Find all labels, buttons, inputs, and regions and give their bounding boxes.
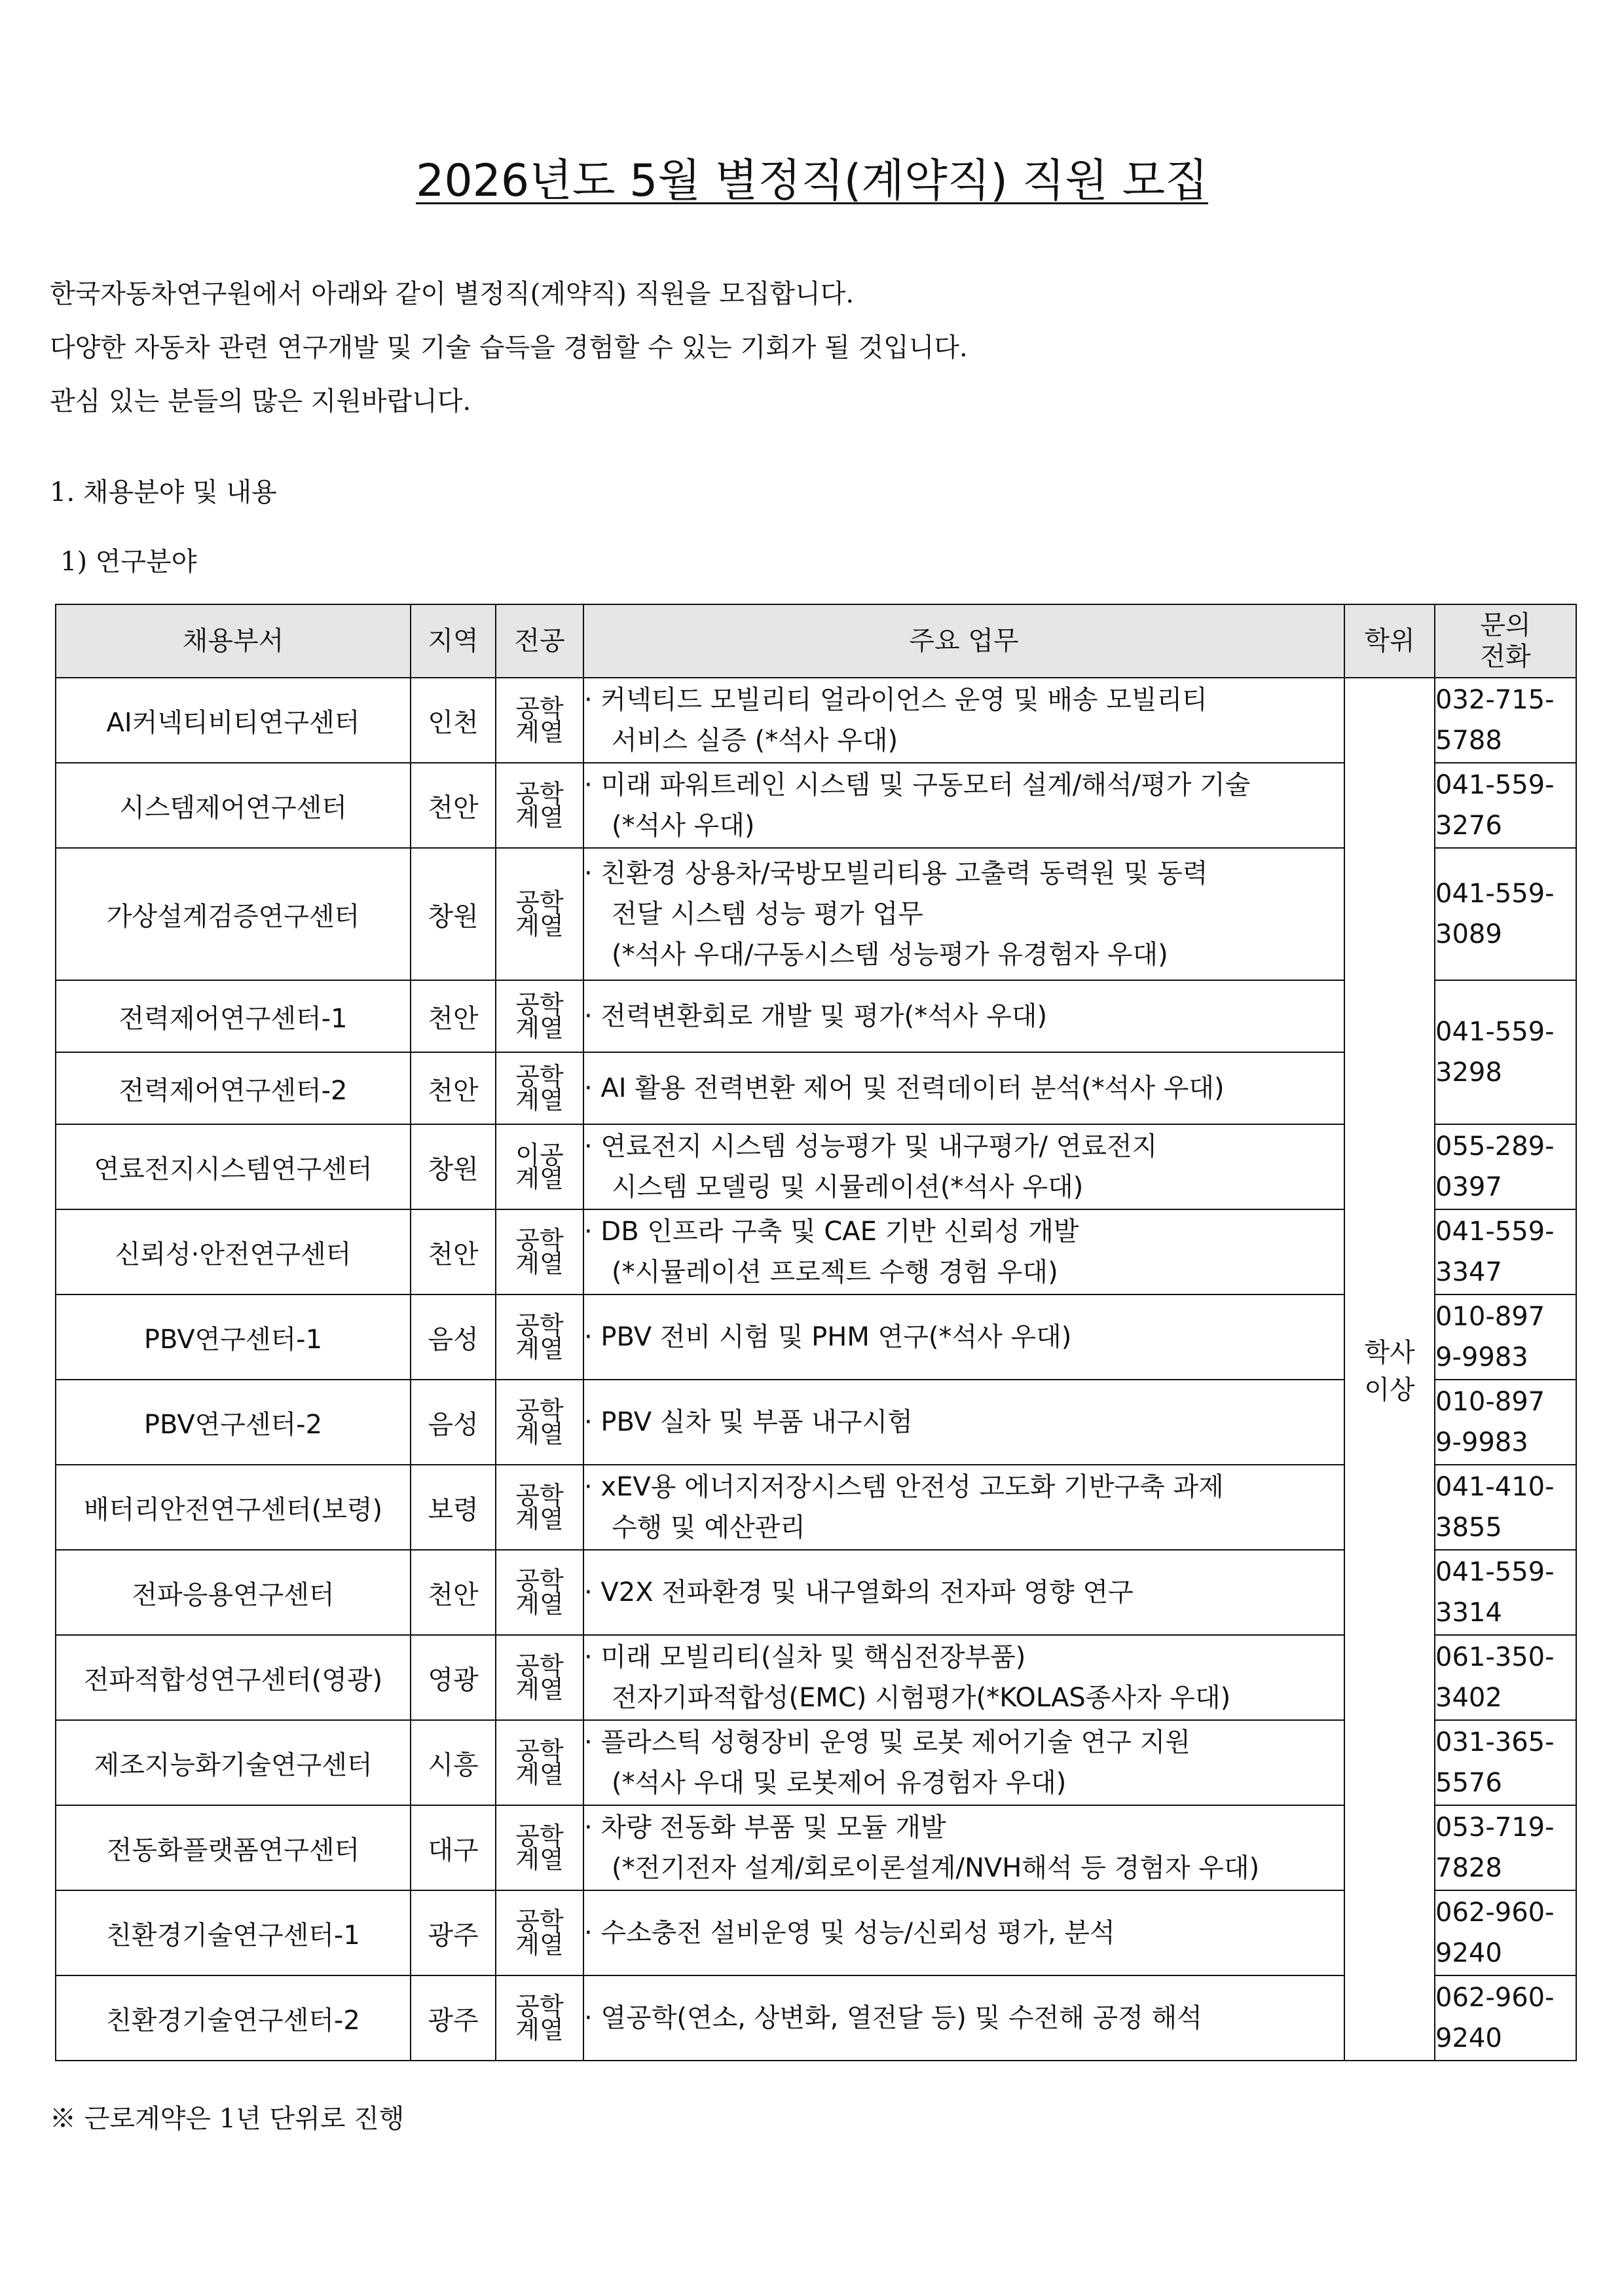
major-line: 계열 [515, 1249, 564, 1278]
cell-major [496, 1380, 583, 1465]
cell-phone [1435, 1720, 1576, 1805]
cell-region: 인천 [411, 678, 496, 763]
cell-duty [583, 1465, 1344, 1550]
phone-line: 9-9983 [1435, 1342, 1528, 1372]
phone-line: 031-365- [1435, 1727, 1555, 1757]
cell-dept: 배터리안전연구센터(보령) [56, 1465, 411, 1550]
cell-region: 대구 [411, 1805, 496, 1890]
cell-major [496, 1635, 583, 1720]
cell-duty [583, 1805, 1344, 1890]
cell-region: 천안 [411, 1550, 496, 1635]
cell-dept: 제조지능화기술연구센터 [56, 1720, 411, 1805]
footnote: ※ 근로계약은 1년 단위로 진행 [50, 2104, 405, 2134]
table-header-row [56, 604, 1576, 678]
cell-region: 영광 [411, 1635, 496, 1720]
cell-duty [583, 1380, 1344, 1465]
major-line: 계열 [515, 1505, 564, 1533]
major-line: 공학 [515, 694, 564, 723]
cell-duty [583, 1052, 1344, 1124]
phone-line: 041-559- [1435, 1557, 1555, 1587]
major-line: 공학 [515, 1396, 564, 1425]
duty-line: · DB 인프라 구축 및 CAE 기반 신뢰성 개발 [584, 1217, 1079, 1247]
duty-line: · PBV 전비 시험 및 PHM 연구(*석사 우대) [584, 1322, 1072, 1352]
phone-line: 5788 [1435, 725, 1502, 756]
major-line: 계열 [515, 1164, 564, 1193]
duty-line: · 차량 전동화 부품 및 모듈 개발 [584, 1812, 946, 1843]
intro-paragraph [50, 267, 968, 428]
cell-duty [583, 1635, 1344, 1720]
phone-line: 041-559- [1435, 770, 1555, 800]
header-phone-line: 문의 [1480, 610, 1531, 640]
cell-major [496, 980, 583, 1052]
cell-region: 음성 [411, 1380, 496, 1465]
duty-line: · 수소충전 설비운영 및 성능/신뢰성 평가, 분석 [584, 1918, 1115, 1948]
cell-phone [1435, 848, 1576, 980]
cell-region: 광주 [411, 1890, 496, 1975]
major-line: 공학 [515, 1907, 564, 1936]
duty-line: (*석사 우대/구동시스템 성능평가 유경험자 우대) [612, 940, 1168, 970]
duty-line: (*전기전자 설계/회로이론설계/NVH해석 등 경험자 우대) [612, 1853, 1260, 1883]
cell-duty [583, 1209, 1344, 1294]
header-phone [1435, 604, 1576, 678]
degree-line: 이상 [1364, 1375, 1415, 1405]
cell-phone [1435, 763, 1576, 848]
cell-region: 천안 [411, 1209, 496, 1294]
header-phone-line: 전화 [1480, 642, 1531, 672]
cell-region: 광주 [411, 1975, 496, 2061]
subsection-heading: 1) 연구분야 [60, 547, 197, 577]
duty-line: (*석사 우대 및 로봇제어 유경험자 우대) [612, 1768, 1067, 1798]
phone-line: 3402 [1435, 1683, 1502, 1713]
duty-line: (*시뮬레이션 프로젝트 수행 경험 우대) [612, 1257, 1058, 1287]
header-duty: 주요 업무 [583, 604, 1344, 678]
cell-dept: 전파응용연구센터 [56, 1550, 411, 1635]
major-line: 공학 [515, 1822, 564, 1850]
phone-line: 3276 [1435, 811, 1502, 841]
duty-line: (*석사 우대) [612, 811, 755, 841]
phone-line: 010-897 [1435, 1387, 1545, 1417]
phone-line: 055-289- [1435, 1131, 1555, 1162]
cell-dept: 전력제어연구센터-1 [56, 980, 411, 1052]
major-line: 공학 [515, 1311, 564, 1340]
cell-major [496, 1465, 583, 1550]
cell-dept: PBV연구센터-2 [56, 1380, 411, 1465]
cell-major [496, 1124, 583, 1209]
duty-line: 전달 시스템 성능 평가 업무 [612, 899, 923, 929]
major-line: 계열 [515, 1014, 564, 1042]
major-line: 공학 [515, 1651, 564, 1680]
cell-major [496, 1209, 583, 1294]
cell-phone [1435, 1465, 1576, 1550]
cell-dept: 전파적합성연구센터(영광) [56, 1635, 411, 1720]
cell-major [496, 1805, 583, 1890]
duty-line: · 친환경 상용차/국방모빌리티용 고출력 동력원 및 동력 [584, 858, 1208, 889]
phone-line: 061-350- [1435, 1642, 1555, 1672]
major-line: 계열 [515, 911, 564, 940]
cell-region: 음성 [411, 1294, 496, 1380]
cell-major [496, 1052, 583, 1124]
cell-duty [583, 1890, 1344, 1975]
major-line: 계열 [515, 1590, 564, 1619]
duty-line: · 커넥티드 모빌리티 얼라이언스 운영 및 배송 모빌리티 [584, 685, 1208, 715]
phone-line: 0397 [1435, 1172, 1502, 1202]
duty-line: · xEV용 에너지저장시스템 안전성 고도화 기반구축 과제 [584, 1472, 1224, 1502]
cell-major [496, 848, 583, 980]
major-line: 계열 [515, 1675, 564, 1704]
cell-phone [1435, 1805, 1576, 1890]
cell-dept: 친환경기술연구센터-2 [56, 1975, 411, 2061]
major-line: 계열 [515, 1760, 564, 1789]
cell-major [496, 678, 583, 763]
cell-major [496, 1720, 583, 1805]
header-major: 전공 [496, 604, 583, 678]
page-title [0, 145, 1624, 209]
cell-phone [1435, 980, 1576, 1124]
phone-line: 041-410- [1435, 1472, 1555, 1502]
intro-line: 다양한 자동차 관련 연구개발 및 기술 습득을 경험할 수 있는 기회가 될 것입니다. [50, 333, 968, 363]
phone-line: 062-960- [1435, 1898, 1555, 1928]
phone-line: 041-559- [1435, 879, 1555, 909]
major-line: 계열 [515, 2015, 564, 2044]
cell-region: 천안 [411, 763, 496, 848]
major-line: 공학 [515, 888, 564, 917]
cell-duty [583, 1294, 1344, 1380]
phone-line: 9-9983 [1435, 1427, 1528, 1458]
cell-major [496, 1890, 583, 1975]
page-title-text: 2026년도 5월 별정직(계약직) 직원 모집 [416, 155, 1208, 207]
cell-dept: 연료전지시스템연구센터 [56, 1124, 411, 1209]
cell-duty [583, 1550, 1344, 1635]
major-line: 공학 [515, 1226, 564, 1255]
cell-duty [583, 1720, 1344, 1805]
phone-line: 010-897 [1435, 1302, 1545, 1332]
duty-line: · 미래 모빌리티(실차 및 핵심전장부품) [584, 1642, 1026, 1672]
table-row [56, 678, 1576, 763]
duty-line: · AI 활용 전력변환 제어 및 전력데이터 분석(*석사 우대) [584, 1073, 1225, 1103]
cell-major [496, 1550, 583, 1635]
cell-major [496, 1975, 583, 2061]
major-line: 계열 [515, 803, 564, 832]
major-line: 계열 [515, 1420, 564, 1448]
cell-region: 시흥 [411, 1720, 496, 1805]
cell-duty [583, 763, 1344, 848]
duty-line: · 열공학(연소, 상변화, 열전달 등) 및 수전해 공정 해석 [584, 2003, 1202, 2033]
phone-line: 053-719- [1435, 1812, 1555, 1843]
cell-phone [1435, 1635, 1576, 1720]
cell-dept: PBV연구센터-1 [56, 1294, 411, 1380]
phone-line: 3314 [1435, 1598, 1502, 1628]
major-line: 이공 [515, 1141, 564, 1169]
cell-duty [583, 980, 1344, 1052]
cell-phone [1435, 1380, 1576, 1465]
header-region: 지역 [411, 604, 496, 678]
cell-duty [583, 1975, 1344, 2061]
cell-region: 창원 [411, 848, 496, 980]
duty-line: · 연료전지 시스템 성능평가 및 내구평가/ 연료전지 [584, 1131, 1158, 1162]
major-line: 공학 [515, 1062, 564, 1091]
phone-line: 3855 [1435, 1513, 1502, 1543]
cell-phone [1435, 1890, 1576, 1975]
cell-degree [1344, 678, 1435, 2061]
duty-line: 서비스 실증 (*석사 우대) [612, 725, 898, 756]
header-dept: 채용부서 [56, 604, 411, 678]
cell-phone [1435, 678, 1576, 763]
cell-dept: 전동화플랫폼연구센터 [56, 1805, 411, 1890]
degree-line: 학사 [1364, 1338, 1415, 1368]
phone-line: 5576 [1435, 1768, 1502, 1798]
phone-line: 3347 [1435, 1257, 1502, 1287]
cell-dept: 전력제어연구센터-2 [56, 1052, 411, 1124]
duty-line: 전자기파적합성(EMC) 시험평가(*KOLAS종사자 우대) [612, 1683, 1231, 1713]
major-line: 계열 [515, 1930, 564, 1959]
phone-line: 032-715- [1435, 685, 1555, 715]
major-line: 계열 [515, 1334, 564, 1363]
phone-line: 3089 [1435, 919, 1502, 949]
duty-line: · PBV 실차 및 부품 내구시험 [584, 1407, 913, 1437]
duty-line: · 플라스틱 성형장비 운영 및 로봇 제어기술 연구 지원 [584, 1727, 1190, 1757]
cell-region: 창원 [411, 1124, 496, 1209]
major-line: 계열 [515, 1845, 564, 1874]
cell-region: 보령 [411, 1465, 496, 1550]
recruitment-table [55, 604, 1577, 2061]
phone-line: 041-559- [1435, 1017, 1555, 1047]
cell-region: 천안 [411, 1052, 496, 1124]
cell-phone [1435, 1294, 1576, 1380]
cell-dept: 친환경기술연구센터-1 [56, 1890, 411, 1975]
cell-major [496, 763, 583, 848]
phone-line: 3298 [1435, 1057, 1502, 1088]
cell-phone [1435, 1209, 1576, 1294]
cell-dept: 가상설계검증연구센터 [56, 848, 411, 980]
section-heading: 1. 채용분야 및 내용 [50, 477, 277, 507]
cell-dept: 신뢰성·안전연구센터 [56, 1209, 411, 1294]
cell-dept: AI커넥티비티연구센터 [56, 678, 411, 763]
major-line: 공학 [515, 1481, 564, 1510]
cell-phone [1435, 1550, 1576, 1635]
duty-line: · 미래 파워트레인 시스템 및 구동모터 설계/해석/평가 기술 [584, 770, 1251, 800]
cell-phone [1435, 1975, 1576, 2061]
cell-major [496, 1294, 583, 1380]
duty-line: 수행 및 예산관리 [612, 1513, 805, 1543]
duty-line: · 전력변환회로 개발 및 평가(*석사 우대) [584, 1001, 1048, 1031]
cell-duty [583, 1124, 1344, 1209]
major-line: 공학 [515, 1736, 564, 1765]
header-degree: 학위 [1344, 604, 1435, 678]
duty-line: 시스템 모델링 및 시뮬레이션(*석사 우대) [612, 1172, 1084, 1202]
phone-line: 9240 [1435, 2023, 1502, 2053]
phone-line: 062-960- [1435, 1983, 1555, 2013]
major-line: 공학 [515, 1566, 564, 1595]
phone-line: 041-559- [1435, 1217, 1555, 1247]
cell-duty [583, 678, 1344, 763]
cell-region: 천안 [411, 980, 496, 1052]
intro-line: 한국자동차연구원에서 아래와 같이 별정직(계약직) 직원을 모집합니다. [50, 279, 855, 309]
intro-line: 관심 있는 분들의 많은 지원바랍니다. [50, 386, 471, 416]
phone-line: 9240 [1435, 1938, 1502, 1968]
major-line: 계열 [515, 718, 564, 746]
cell-duty [583, 848, 1344, 980]
duty-line: · V2X 전파환경 및 내구열화의 전자파 영향 연구 [584, 1577, 1134, 1607]
major-line: 공학 [515, 779, 564, 808]
major-line: 계열 [515, 1086, 564, 1114]
phone-line: 7828 [1435, 1853, 1502, 1883]
major-line: 공학 [515, 1992, 564, 2021]
major-line: 공학 [515, 990, 564, 1019]
cell-phone [1435, 1124, 1576, 1209]
cell-dept: 시스템제어연구센터 [56, 763, 411, 848]
